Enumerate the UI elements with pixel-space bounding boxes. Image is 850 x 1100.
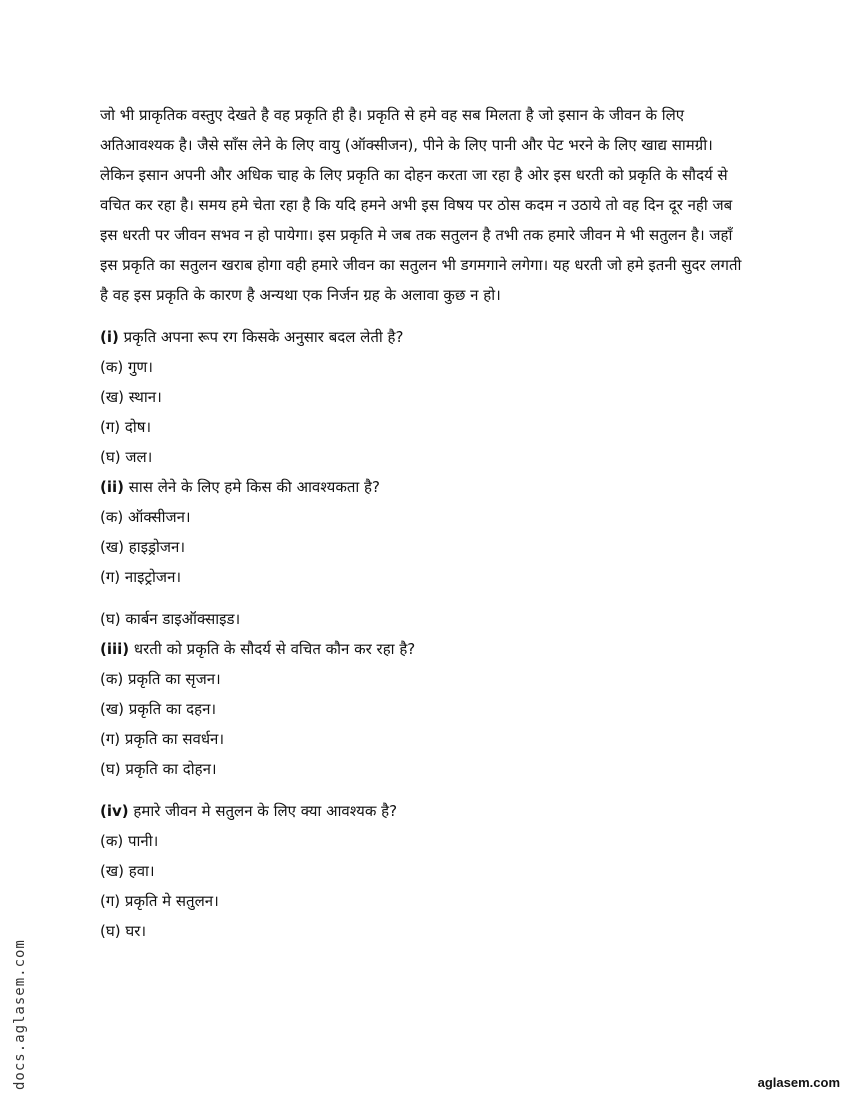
option-a: (क) गुण।: [100, 358, 153, 376]
question-text: सास लेने के लिए हमे किस की आवश्यकता है?: [128, 478, 380, 496]
spacer: [100, 592, 750, 604]
option-a: (क) प्रकृति का सृजन।: [100, 670, 221, 688]
question-text: प्रकृति अपना रूप रग किसके अनुसार बदल लेती है?: [123, 328, 404, 346]
option-d: (घ) प्रकृति का दोहन।: [100, 760, 217, 778]
option-b: (ख) हाइड्रोजन।: [100, 538, 186, 556]
option-c: (ग) प्रकृति का सवर्धन।: [100, 730, 225, 748]
question-2: [100, 472, 750, 502]
question-number: (ii): [100, 478, 124, 496]
question-3: [100, 634, 750, 664]
question-number: (iii): [100, 640, 130, 658]
site-footer-label: aglasem.com: [757, 1075, 840, 1090]
document-content: [100, 100, 750, 946]
option-b: (ख) हवा।: [100, 862, 155, 880]
spacer: [100, 784, 750, 796]
passage-paragraph: जो भी प्राकृतिक वस्तुए देखते है वह प्रकृति ही है। प्रकृति से हमे वह सब मिलता है जो इसान के जीवन के लिए अतिआवश्यक है। जैसे साँस लेने के लिए वायु (ऑक्सीजन), पीने के लिए पानी और पेट भरने के लिए खाद्य सामग्री। लेकिन इसान अपनी और अधिक चाह के लिए प्रकृति का दोहन करता जा रहा है ओर इस धरती को प्रकृति के सौदर्य से वचित कर रहा है। समय हमे चेता रहा है कि यदि हमने अभी इस विषय पर ठोस कदम न उठाये तो वह दिन दूर नही जब इस धरती पर जीवन सभव न हो पायेगा। इस प्रकृति मे जब तक सतुलन है तभी तक हमारे जीवन मे भी सतुलन है। जहाँ इस प्रकृति का सतुलन खराब होगा वही हमारे जीवन का सतुलन भी डगमगाने लगेगा। यह धरती जो हमे इतनी सुदर लगती है वह इस प्रकृति के कारण है अन्यथा एक निर्जन ग्रह के अलावा कुछ न हो।: [100, 106, 742, 304]
option-c: (ग) दोष।: [100, 418, 152, 436]
question-number: (iv): [100, 802, 129, 820]
option-b: (ख) प्रकृति का दहन।: [100, 700, 217, 718]
option-c: (ग) प्रकृति मे सतुलन।: [100, 892, 219, 910]
option-d: (घ) कार्बन डाइऑक्साइड।: [100, 610, 241, 628]
question-text: धरती को प्रकृति के सौदर्य से वचित कौन कर रहा है?: [133, 640, 416, 658]
option-a: (क) ऑक्सीजन।: [100, 508, 191, 526]
question-number: (i): [100, 328, 119, 346]
side-watermark: docs.aglasem.com: [12, 939, 28, 1090]
question-text: हमारे जीवन मे सतुलन के लिए क्या आवश्यक है?: [133, 802, 398, 820]
option-a: (क) पानी।: [100, 832, 159, 850]
option-b: (ख) स्थान।: [100, 388, 162, 406]
question-1: [100, 322, 750, 352]
option-d: (घ) घर।: [100, 922, 147, 940]
question-4: [100, 796, 750, 826]
option-d: (घ) जल।: [100, 448, 153, 466]
option-c: (ग) नाइट्रोजन।: [100, 568, 182, 586]
